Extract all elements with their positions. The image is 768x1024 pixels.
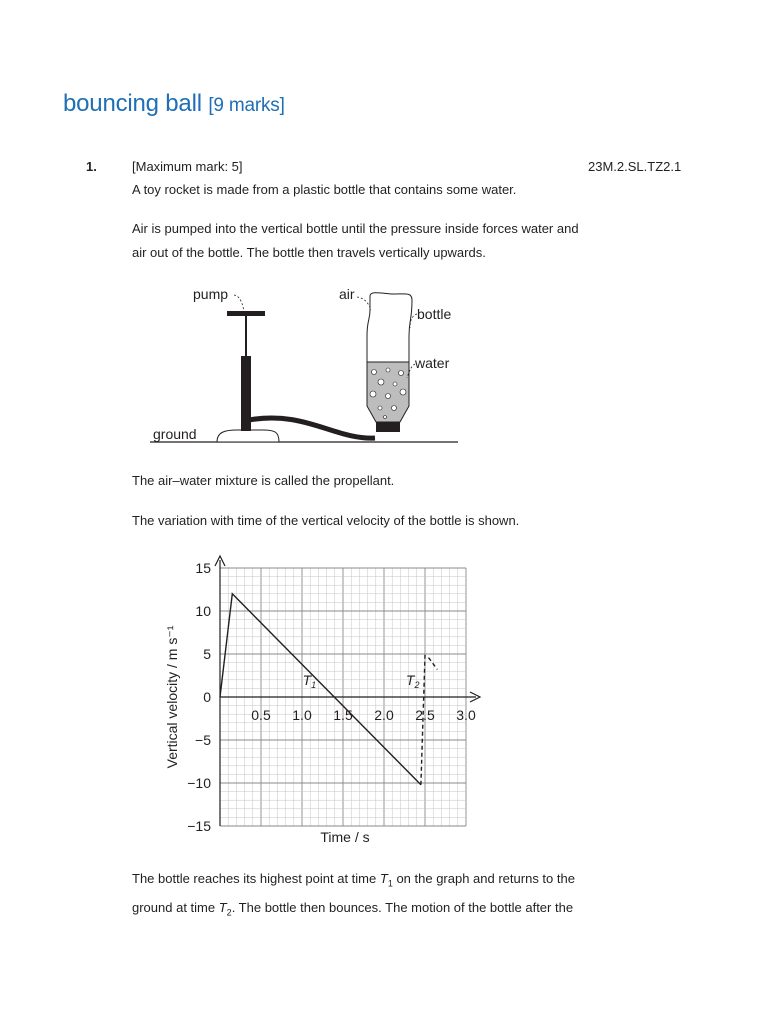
pump-base: [217, 430, 279, 442]
velocity-time-graph: [150, 548, 495, 848]
x-tick-label: 2.0: [374, 707, 394, 723]
t1-symbol: T: [379, 871, 388, 886]
y-tick-label: −10: [187, 775, 211, 791]
paragraph-bounce: [132, 867, 652, 924]
t2-symbol: T: [218, 899, 227, 915]
bounce-line1-b: on the graph and returns to the: [392, 871, 575, 886]
y-tick-label: 5: [203, 646, 211, 662]
paragraph-intro: A toy rocket is made from a plastic bottle that contains some water.: [132, 182, 517, 197]
section-title-text: bouncing ball: [63, 90, 202, 117]
y-tick-label: −5: [195, 732, 211, 748]
t2-subscript: 2: [226, 907, 232, 918]
label-bottle: bottle: [417, 306, 452, 322]
section-marks: [9 marks]: [208, 95, 285, 116]
series-flight-line: [220, 594, 421, 785]
label-pump: pump: [193, 286, 229, 302]
paragraph-graph-intro: The variation with time of the vertical velocity of the bottle is shown.: [132, 513, 520, 528]
graph-axes: [215, 556, 480, 826]
paragraph-pump-line1: Air is pumped into the vertical bottle until the pressure inside forces water and: [132, 221, 579, 236]
leader-pump: [234, 295, 244, 312]
bounce-line2-a: ground at time: [132, 899, 219, 915]
bounce-line2-b: . The bottle then bounces. The motion of the bottle after the: [231, 899, 574, 915]
y-axis-label: Vertical velocity / m s⁻¹: [164, 625, 180, 769]
paragraph-pump: [132, 217, 632, 265]
paragraph-propellant: The air–water mixture is called the propellant.: [132, 473, 395, 488]
annotation-t1: $T_1$: [302, 672, 317, 690]
x-tick-label: 0.5: [251, 707, 271, 723]
y-tick-label: 0: [203, 689, 211, 705]
label-ground: ground: [153, 426, 197, 442]
x-tick-label: 3.0: [456, 707, 476, 723]
y-tick-label: 10: [195, 603, 211, 619]
bottle-air: [367, 293, 412, 362]
annotation-t2: $T_2$: [405, 672, 420, 690]
x-tick-label: 1.0: [292, 707, 312, 723]
x-tick-label: 2.5: [415, 707, 435, 723]
question-number: 1.: [86, 159, 97, 174]
label-air: air: [339, 286, 355, 302]
x-axis-label: Time / s: [320, 829, 370, 845]
bottle-nozzle: [376, 422, 400, 432]
y-tick-label: −15: [187, 818, 211, 834]
leader-air: [357, 297, 371, 310]
paragraph-pump-line2: air out of the bottle. The bottle then travels vertically upwards.: [132, 245, 486, 260]
section-title: [63, 90, 285, 118]
max-mark: [Maximum mark: 5]: [132, 159, 243, 174]
rocket-diagram: [145, 280, 465, 450]
x-tick-label: 1.5: [333, 707, 353, 723]
y-tick-label: 15: [195, 560, 211, 576]
pump-handle: [227, 311, 265, 316]
bounce-line1-a: The bottle reaches its highest point at time: [132, 871, 380, 886]
t1-subscript: 1: [387, 878, 393, 889]
question-code: 23M.2.SL.TZ2.1: [588, 159, 682, 174]
label-water: water: [415, 355, 450, 371]
